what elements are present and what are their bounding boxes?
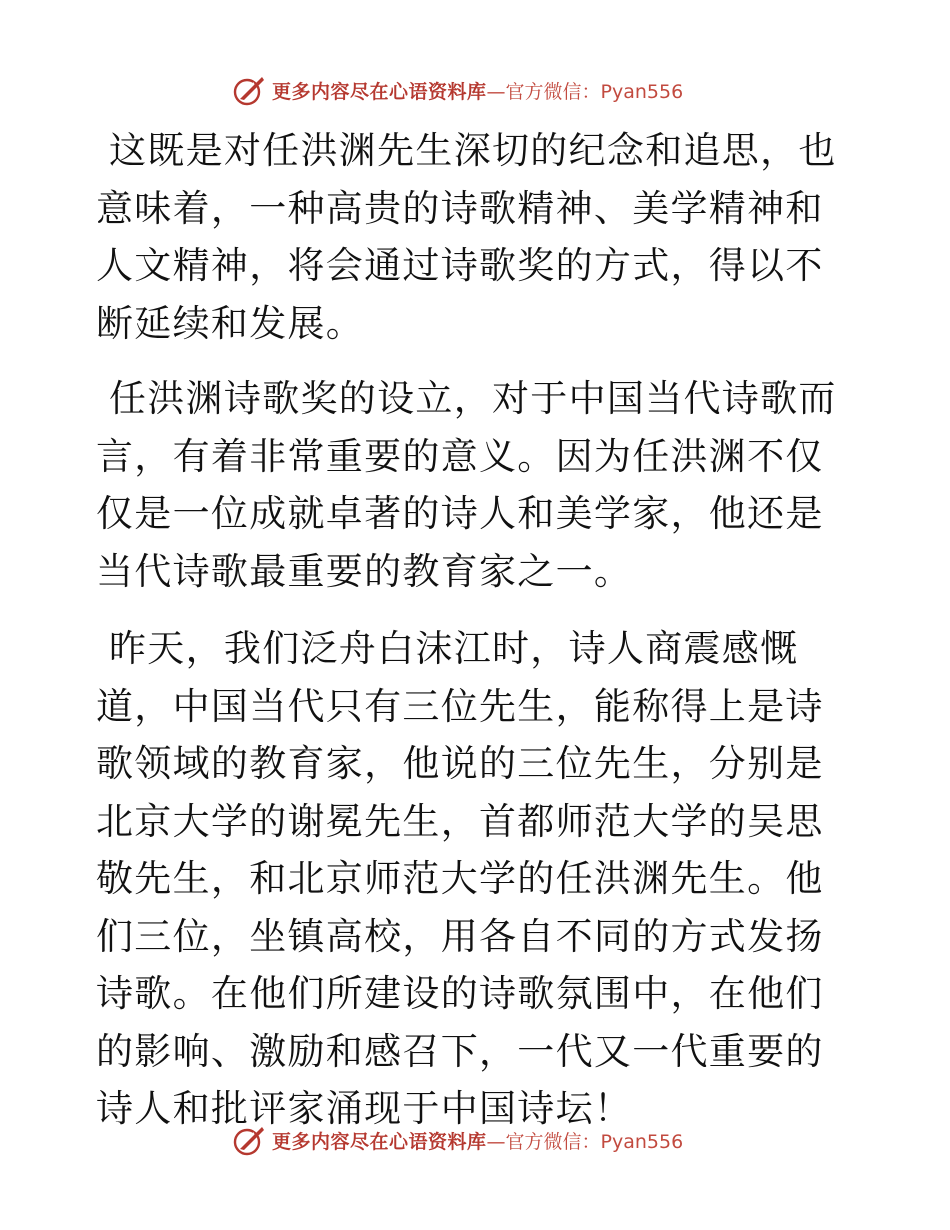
quill-seal-icon	[232, 73, 266, 107]
footer-watermark-banner	[232, 1120, 683, 1160]
footer-banner-text: 更多内容尽在心语资料库	[272, 1130, 487, 1153]
quill-seal-icon	[232, 1123, 266, 1157]
footer-banner-wechat: —官方微信：Pyan556	[486, 1130, 684, 1153]
header-watermark-banner	[232, 70, 683, 110]
document-body	[96, 122, 856, 1138]
paragraph-2: 任洪渊诗歌奖的设立，对于中国当代诗歌而言，有着非常重要的意义。因为任洪渊不仅仅是一位成就卓著的诗人和美学家，他还是当代诗歌最重要的教育家之一。	[96, 377, 837, 593]
paragraph-1: 这既是对任洪渊先生深切的纪念和追思，也意味着，一种高贵的诗歌精神、美学精神和人文精神，将会通过诗歌奖的方式，得以不断延续和发展。	[96, 129, 837, 345]
paragraph-3: 昨天，我们泛舟白沫江时，诗人商震感慨道，中国当代只有三位先生，能称得上是诗歌领域的教育家，他说的三位先生，分别是北京大学的谢冕先生，首都师范大学的吴思敬先生，和北京师范大学的任洪渊先生。他们三位，坐镇高校，用各自不同的方式发扬诗歌。在他们所建设的诗歌氛围中，在他们的影响、激励和感召下，一代又一代重要的诗人和批评家涌现于中国诗坛！	[96, 627, 824, 1130]
header-banner-text: 更多内容尽在心语资料库	[272, 80, 487, 103]
header-banner-wechat: —官方微信：Pyan556	[486, 80, 684, 103]
